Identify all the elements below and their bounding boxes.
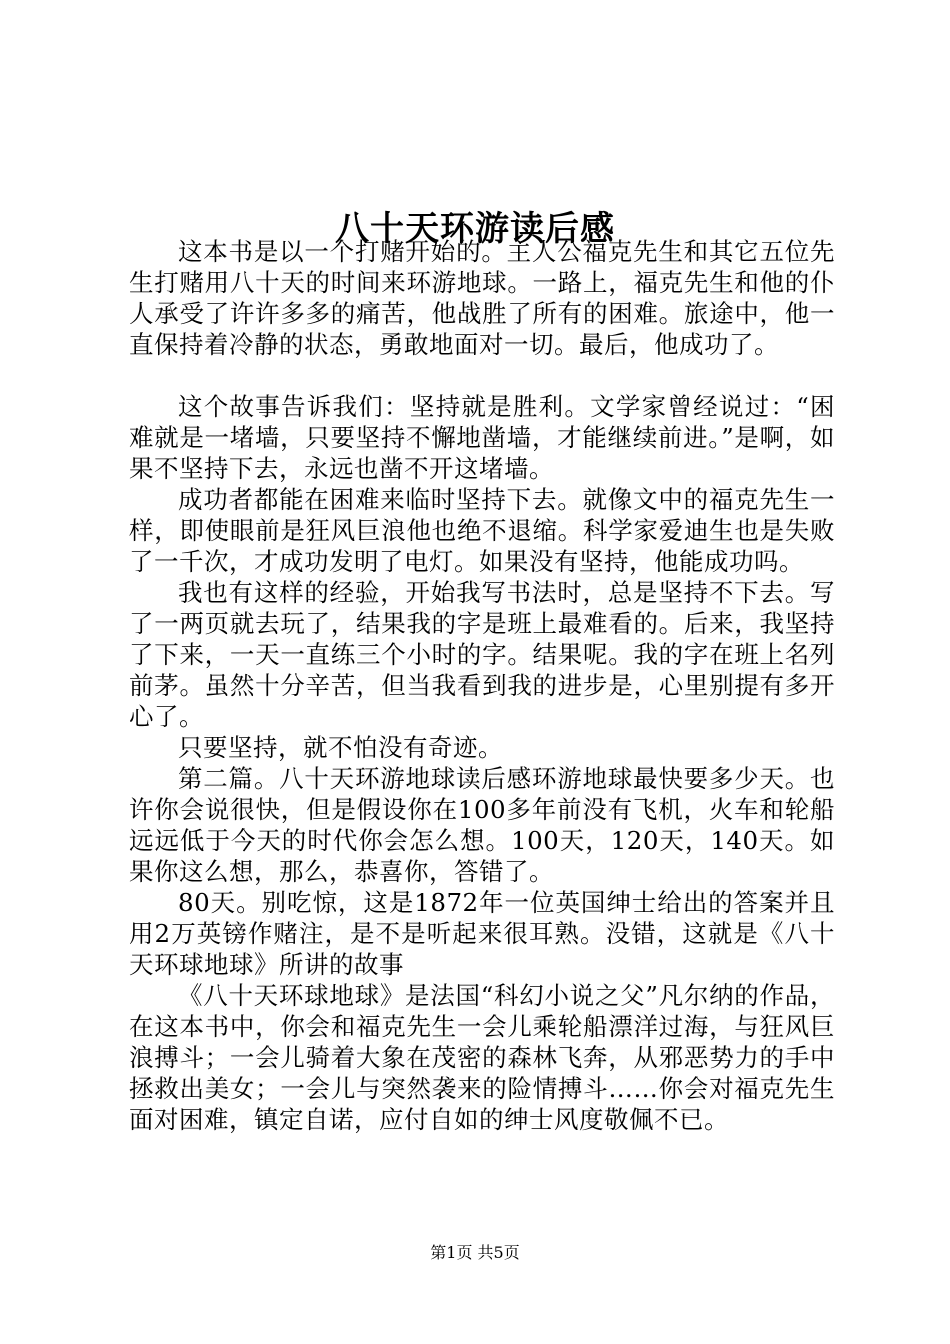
paragraph: 这个故事告诉我们：坚持就是胜利。文学家曾经说过：“困难就是一堵墙，只要坚持不懈地凿墙，才能继续前进。”是啊，如果不坚持下去，永远也凿不开这堵墙。 (129, 392, 835, 483)
paragraph: 成功者都能在困难来临时坚持下去。就像文中的福克先生一样，即使眼前是狂风巨浪他也绝不退缩。科学家爱迪生也是失败了一千次，才成功发明了电灯。如果没有坚持，他能成功吗。 (129, 485, 835, 576)
paragraph: 我也有这样的经验，开始我写书法时，总是坚持不下去。写了一两页就去玩了，结果我的字是班上最难看的。后来，我坚持了下来，一天一直练三个小时的字。结果呢。我的字在班上名列前茅。虽然十分辛苦，但当我看到我的进步是，心里别提有多开心了。 (129, 578, 835, 731)
paragraph: 只要坚持，就不怕没有奇迹。 (178, 733, 503, 762)
document-title: 八十天环游读后感 (335, 208, 615, 249)
page-number-footer: 第1页 共5页 (430, 1243, 520, 1262)
paragraph: 80天。别吃惊，这是1872年一位英国绅士给出的答案并且用2万英镑作赌注，是不是听起来很耳熟。没错，这就是《八十天环球地球》所讲的故事 (129, 888, 835, 979)
document-body (129, 236, 835, 1135)
paragraph: 第二篇。八十天环游地球读后感环游地球最快要多少天。也许你会说很快，但是假设你在100多年前没有飞机，火车和轮船远远低于今天的时代你会怎么想。100天，120天，140天。如果你这么想，那么，恭喜你，答错了。 (129, 764, 835, 886)
paragraph: 《八十天环球地球》是法国“科幻小说之父”凡尔纳的作品，在这本书中，你会和福克先生一会儿乘轮船漂洋过海，与狂风巨浪搏斗；一会儿骑着大象在茂密的森林飞奔，从邪恶势力的手中拯救出美女；一会儿与突然袭来的险情搏斗……你会对福克先生面对困难，镇定自诺，应付自如的绅士风度敬佩不已。 (129, 981, 835, 1134)
paragraph: 这本书是以一个打赌开始的。主人公福克先生和其它五位先生打赌用八十天的时间来环游地球。一路上，福克先生和他的仆人承受了许许多多的痛苦，他战胜了所有的困难。旅途中，他一直保持着冷静的状态，勇敢地面对一切。最后，他成功了。 (129, 237, 835, 359)
